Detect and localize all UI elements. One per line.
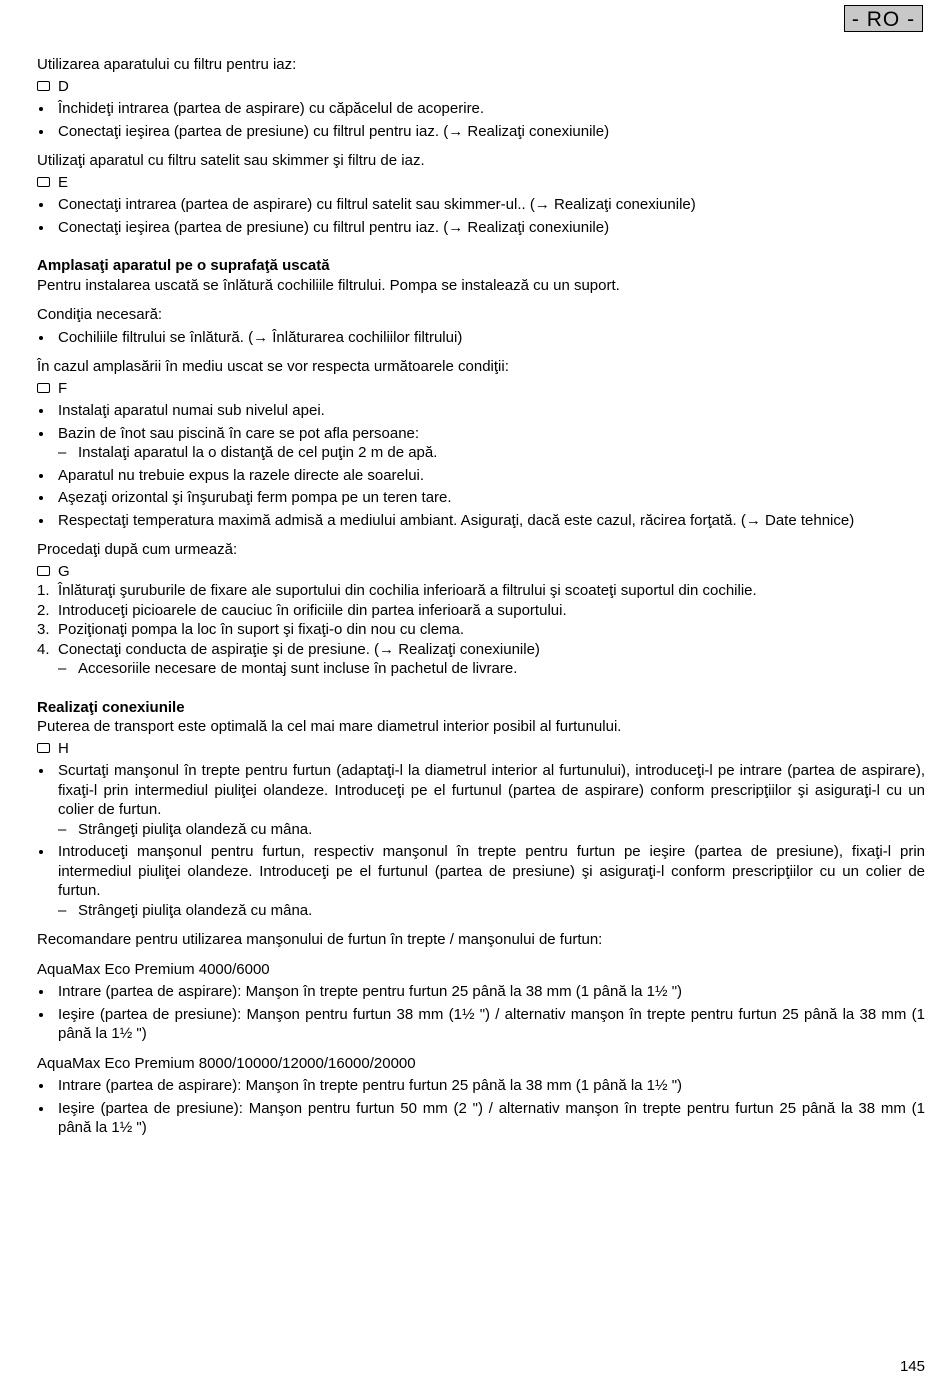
step-text: Înlăturaţi şuruburile de fixare ale suportului din cochilia inferioară a filtrului şi scoateţi suportul din cochilie. [58,582,757,599]
dry-conditions-intro: În cazul amplasării în mediu uscat se vor respecta următoarele condiţii: [37,358,509,375]
list-item: Conectaţi ieşirea (partea de presiune) cu filtrul pentru iaz. (→ Realizaţi conexiunile) [37,122,925,142]
list-item: Ieşire (partea de presiune): Manşon pentru furtun 50 mm (2 ") / alternativ manşon în trepte pentru furtun 25 până la 38 mm (1 până la 1½ ") [37,1099,925,1138]
figure-label: E [58,173,69,191]
connections-intro: Puterea de transport este optimală la cel mai mare diametrul interior posibil al furtunului. [37,718,622,735]
list-item: Ieşire (partea de presiune): Manşon pentru furtun 38 mm (1½ ") / alternativ manşon în trepte pentru furtun 25 până la 38 mm (1 până la 1½ ") [37,1005,925,1044]
figure-icon [37,566,50,576]
recommendation-text: Recomandare pentru utilizarea manşonului de furtun în trepte / manşonului de furtun: [37,931,603,948]
figure-label: G [58,562,70,580]
figure-icon [37,743,50,753]
step-item [37,601,925,621]
sub-item: – Accesoriile necesare de montaj sunt incluse în pachetul de livrare. [58,659,925,679]
step-number: 3. [37,621,50,638]
figure-label: F [58,379,68,397]
pond-filter-intro: Utilizarea aparatului cu filtru pentru iaz: [37,56,297,73]
satellite-filter-list [37,195,925,237]
list-item: Aparatul nu trebuie expus la razele directe ale soarelui. [37,466,925,486]
list-item-text: Bazin de înot sau piscină în care se pot afla persoane: [58,424,420,442]
figure-label: D [58,77,69,95]
dry-setup-intro: Pentru instalarea uscată se înlătură cochiliile filtrului. Pompa se instalează cu un suport. [37,276,620,294]
procedure-steps [37,581,925,679]
pond-filter-list [37,99,925,141]
step-number: 2. [37,601,50,619]
satellite-filter-intro: Utilizaţi aparatul cu filtru satelit sau skimmer şi filtru de iaz. [37,152,425,169]
list-item: Intrare (partea de aspirare): Manşon în trepte pentru furtun 25 până la 38 mm (1 până la 1½ ") [37,1076,925,1096]
figure-icon [37,177,50,187]
sub-item: – Strângeţi piuliţa olandeză cu mâna. [58,820,925,840]
list-item: Instalaţi aparatul numai sub nivelul apei. [37,401,925,421]
figure-label: H [58,739,69,757]
list-item: Conectaţi intrarea (partea de aspirare) cu filtrul satelit sau skimmer-ul.. (→ Realizaţi conexiunile) [37,195,925,215]
step-text: Introduceţi picioarele de cauciuc în orificiile din partea inferioară a suportului. [58,601,567,619]
sub-item: – Strângeţi piuliţa olandeză cu mâna. [58,901,925,921]
figure-icon [37,81,50,91]
list-item-text: Introduceţi manşonul pentru furtun, respectiv manşonul în trepte pentru furtun pe ieşire (partea de presiune), fixaţi-l prin intermediul piuliţei olandeze. Introduceţi pe el furtunul (partea de presiune) şi asiguraţi-l conform prescripţiilor cu un colier de furtun. [58,843,925,899]
list-item: Respectaţi temperatura maximă admisă a mediului ambiant. Asiguraţi, dacă este cazul, răcirea forţată. (→ Date tehnice) [37,511,925,531]
model-heading-2: AquaMax Eco Premium 8000/10000/12000/16000/20000 [37,1054,416,1072]
step-text: Conectaţi conducta de aspiraţie şi de presiune. (→ Realizaţi conexiunile) [58,640,540,658]
dry-setup-heading: Amplasaţi aparatul pe o suprafaţă uscată [37,257,330,274]
connections-list [37,761,925,920]
dry-conditions-list [37,401,925,530]
figure-ref-h [37,739,925,759]
step-text: Poziţionaţi pompa la loc în suport şi fixaţi-o din nou cu clema. [58,621,465,638]
figure-ref-d [37,77,925,97]
figure-ref-e [37,173,925,193]
list-item: Conectaţi ieşirea (partea de presiune) cu filtrul pentru iaz. (→ Realizaţi conexiunile) [37,218,925,238]
model-1-list [37,982,925,1044]
model-heading-1: AquaMax Eco Premium 4000/6000 [37,960,270,978]
page-content [37,55,925,1138]
step-number: 1. [37,582,50,599]
condition-label: Condiţia necesară: [37,306,163,323]
connections-heading: Realizaţi conexiunile [37,698,185,716]
step-item [37,640,925,679]
list-item-text: Scurtaţi manşonul în trepte pentru furtun (adaptaţi-l la diametrul interior al furtunului), introduceţi-l pe intrare (partea de aspirare), fixaţi-l prin intermediul piuliţei olandeze. Introduceţi pe el furtunul (partea de aspirare) conform prescripţiilor şi asiguraţi-l cu un colier de furtun. [58,762,925,818]
figure-ref-g [37,562,925,582]
page-number: 145 [899,1358,925,1375]
step-number: 4. [37,640,50,658]
list-item [37,424,925,463]
procedure-label: Procedaţi după cum urmează: [37,541,238,558]
list-item: Aşezaţi orizontal şi înşurubaţi ferm pompa pe un teren tare. [37,488,925,508]
language-tag: - RO - [844,5,923,32]
list-item [37,842,925,920]
figure-ref-f [37,379,925,399]
step-item [37,581,925,601]
list-item: Intrare (partea de aspirare): Manşon în trepte pentru furtun 25 până la 38 mm (1 până la 1½ ") [37,982,925,1002]
step-item [37,620,925,640]
list-item: Cochiliile filtrului se înlătură. (→ Înlăturarea cochiliilor filtrului) [37,328,925,348]
list-item: Închideţi intrarea (partea de aspirare) cu căpăcelul de acoperire. [37,99,925,119]
condition-list [37,328,925,348]
sub-item: – Instalaţi aparatul la o distanţă de cel puţin 2 m de apă. [58,443,925,463]
list-item [37,761,925,839]
model-2-list [37,1076,925,1138]
figure-icon [37,383,50,393]
